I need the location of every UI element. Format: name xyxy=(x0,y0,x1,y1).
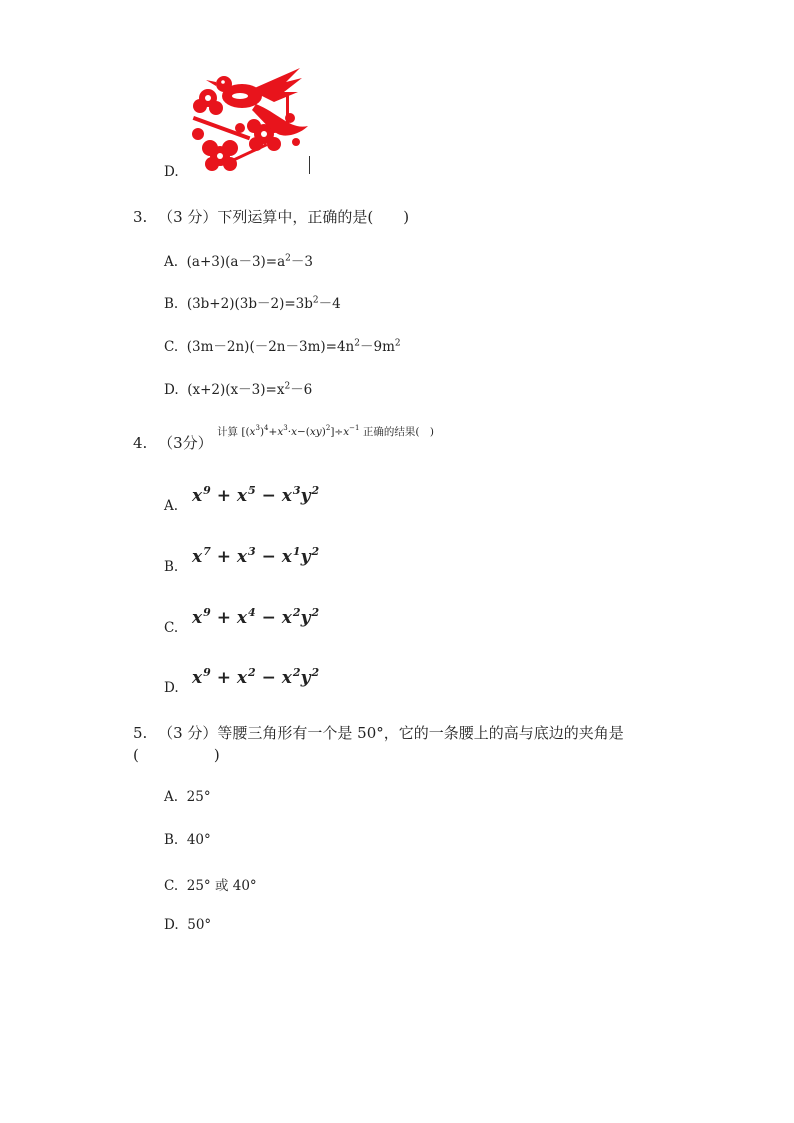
exp: 2 xyxy=(311,545,320,558)
option-label: B. xyxy=(164,296,179,312)
exp: 2 xyxy=(292,606,301,619)
q2-option-d-label: D. xyxy=(164,164,179,180)
q5-option-d xyxy=(164,917,211,933)
q4-option-expression: $x^9 + x^5 - x^3y^2$ xyxy=(192,484,320,506)
option-sup: 2 xyxy=(284,381,291,392)
q5-option-b xyxy=(164,832,211,848)
q4-option-label: C. xyxy=(164,620,179,636)
op: + xyxy=(216,486,231,506)
question-3 xyxy=(133,206,409,227)
op: + xyxy=(216,608,231,628)
exp: 5 xyxy=(248,484,256,497)
exp: 3 xyxy=(248,545,256,558)
option-text: －9m xyxy=(359,339,395,355)
option-label: A. xyxy=(164,789,179,805)
exp: 3 xyxy=(292,484,301,497)
q4-number: 4. xyxy=(133,434,148,452)
image-edge-mark xyxy=(309,156,310,174)
option-label: C. xyxy=(164,878,179,894)
q3-number: 3. xyxy=(133,208,148,226)
exp: 1 xyxy=(292,545,301,558)
option-text: －4 xyxy=(318,296,341,312)
op: − xyxy=(261,547,276,567)
q4-option-label: A. xyxy=(164,498,179,514)
option-text: 50° xyxy=(187,917,212,933)
q4-stem-prefix: 计算 xyxy=(217,426,238,438)
q4-option-label: B. xyxy=(164,559,179,575)
q3-option-c xyxy=(164,335,401,355)
option-sup: 2 xyxy=(354,338,360,349)
option-text: 25° xyxy=(186,789,211,805)
op: + xyxy=(216,547,231,567)
option-sup: 2 xyxy=(285,253,291,264)
q4-option-label: D. xyxy=(164,680,179,696)
q3-option-b xyxy=(164,292,341,312)
q4-expression: $[(x^3)^4+x^3\cdot x-(xy)^2]\div x^{-1}$ xyxy=(241,424,360,438)
q5-option-a xyxy=(164,789,211,805)
option-label: B. xyxy=(164,832,179,848)
option-label: C. xyxy=(164,339,179,355)
option-label: D. xyxy=(164,382,179,398)
exp: 2 xyxy=(311,606,320,619)
option-text: (3m－2n)(－2n－3m)=4n xyxy=(186,339,355,355)
option-text: (a+3)(a－3)=a xyxy=(186,254,286,270)
exp: 7 xyxy=(203,545,211,558)
q5-text: （3 分）等腰三角形有一个是 50°，它的一条腰上的高与底边的夹角是 xyxy=(158,724,624,742)
q3-option-a xyxy=(164,250,313,270)
q4-stem xyxy=(217,424,434,439)
exp: 2 xyxy=(292,666,301,679)
exp: 9 xyxy=(203,606,211,619)
q4-option-expression: $x^9 + x^4 - x^2y^2$ xyxy=(192,606,320,628)
q4-option-expression: $x^9 + x^2 - x^2y^2$ xyxy=(192,666,320,688)
bird-papercut-image xyxy=(190,64,314,176)
q3-text: （3 分）下列运算中，正确的是( ) xyxy=(158,208,410,226)
option-label: D. xyxy=(164,917,179,933)
op: − xyxy=(261,668,276,688)
exp: 9 xyxy=(203,484,211,497)
q3-option-d xyxy=(164,378,312,398)
option-sup: 2 xyxy=(394,338,401,349)
q5-number: 5. xyxy=(133,724,148,742)
exp: 2 xyxy=(311,484,320,497)
option-text: 25° 或 40° xyxy=(186,878,257,894)
q4-score: （3分） xyxy=(158,434,213,452)
option-label: A. xyxy=(164,254,179,270)
option-sup: 2 xyxy=(312,295,319,306)
op: − xyxy=(261,608,276,628)
q5-option-c xyxy=(164,874,257,894)
option-text: －3 xyxy=(290,254,313,270)
op: − xyxy=(261,486,276,506)
question-4 xyxy=(133,432,213,453)
q4-stem-suffix: 正确的结果( ) xyxy=(362,426,435,438)
question-5 xyxy=(133,722,624,743)
option-text: (x+2)(x－3)=x xyxy=(187,382,285,398)
option-text: －6 xyxy=(290,382,313,398)
exp: 2 xyxy=(311,666,320,679)
q4-option-expression: $x^7 + x^3 - x^1y^2$ xyxy=(192,545,320,567)
exp: 9 xyxy=(203,666,211,679)
op: + xyxy=(216,668,231,688)
exp: 4 xyxy=(248,606,256,619)
q5-text-continued: ( ) xyxy=(133,746,220,764)
option-text: 40° xyxy=(186,832,211,848)
option-text: (3b+2)(3b－2)=3b xyxy=(186,296,313,312)
exp: 2 xyxy=(248,666,256,679)
